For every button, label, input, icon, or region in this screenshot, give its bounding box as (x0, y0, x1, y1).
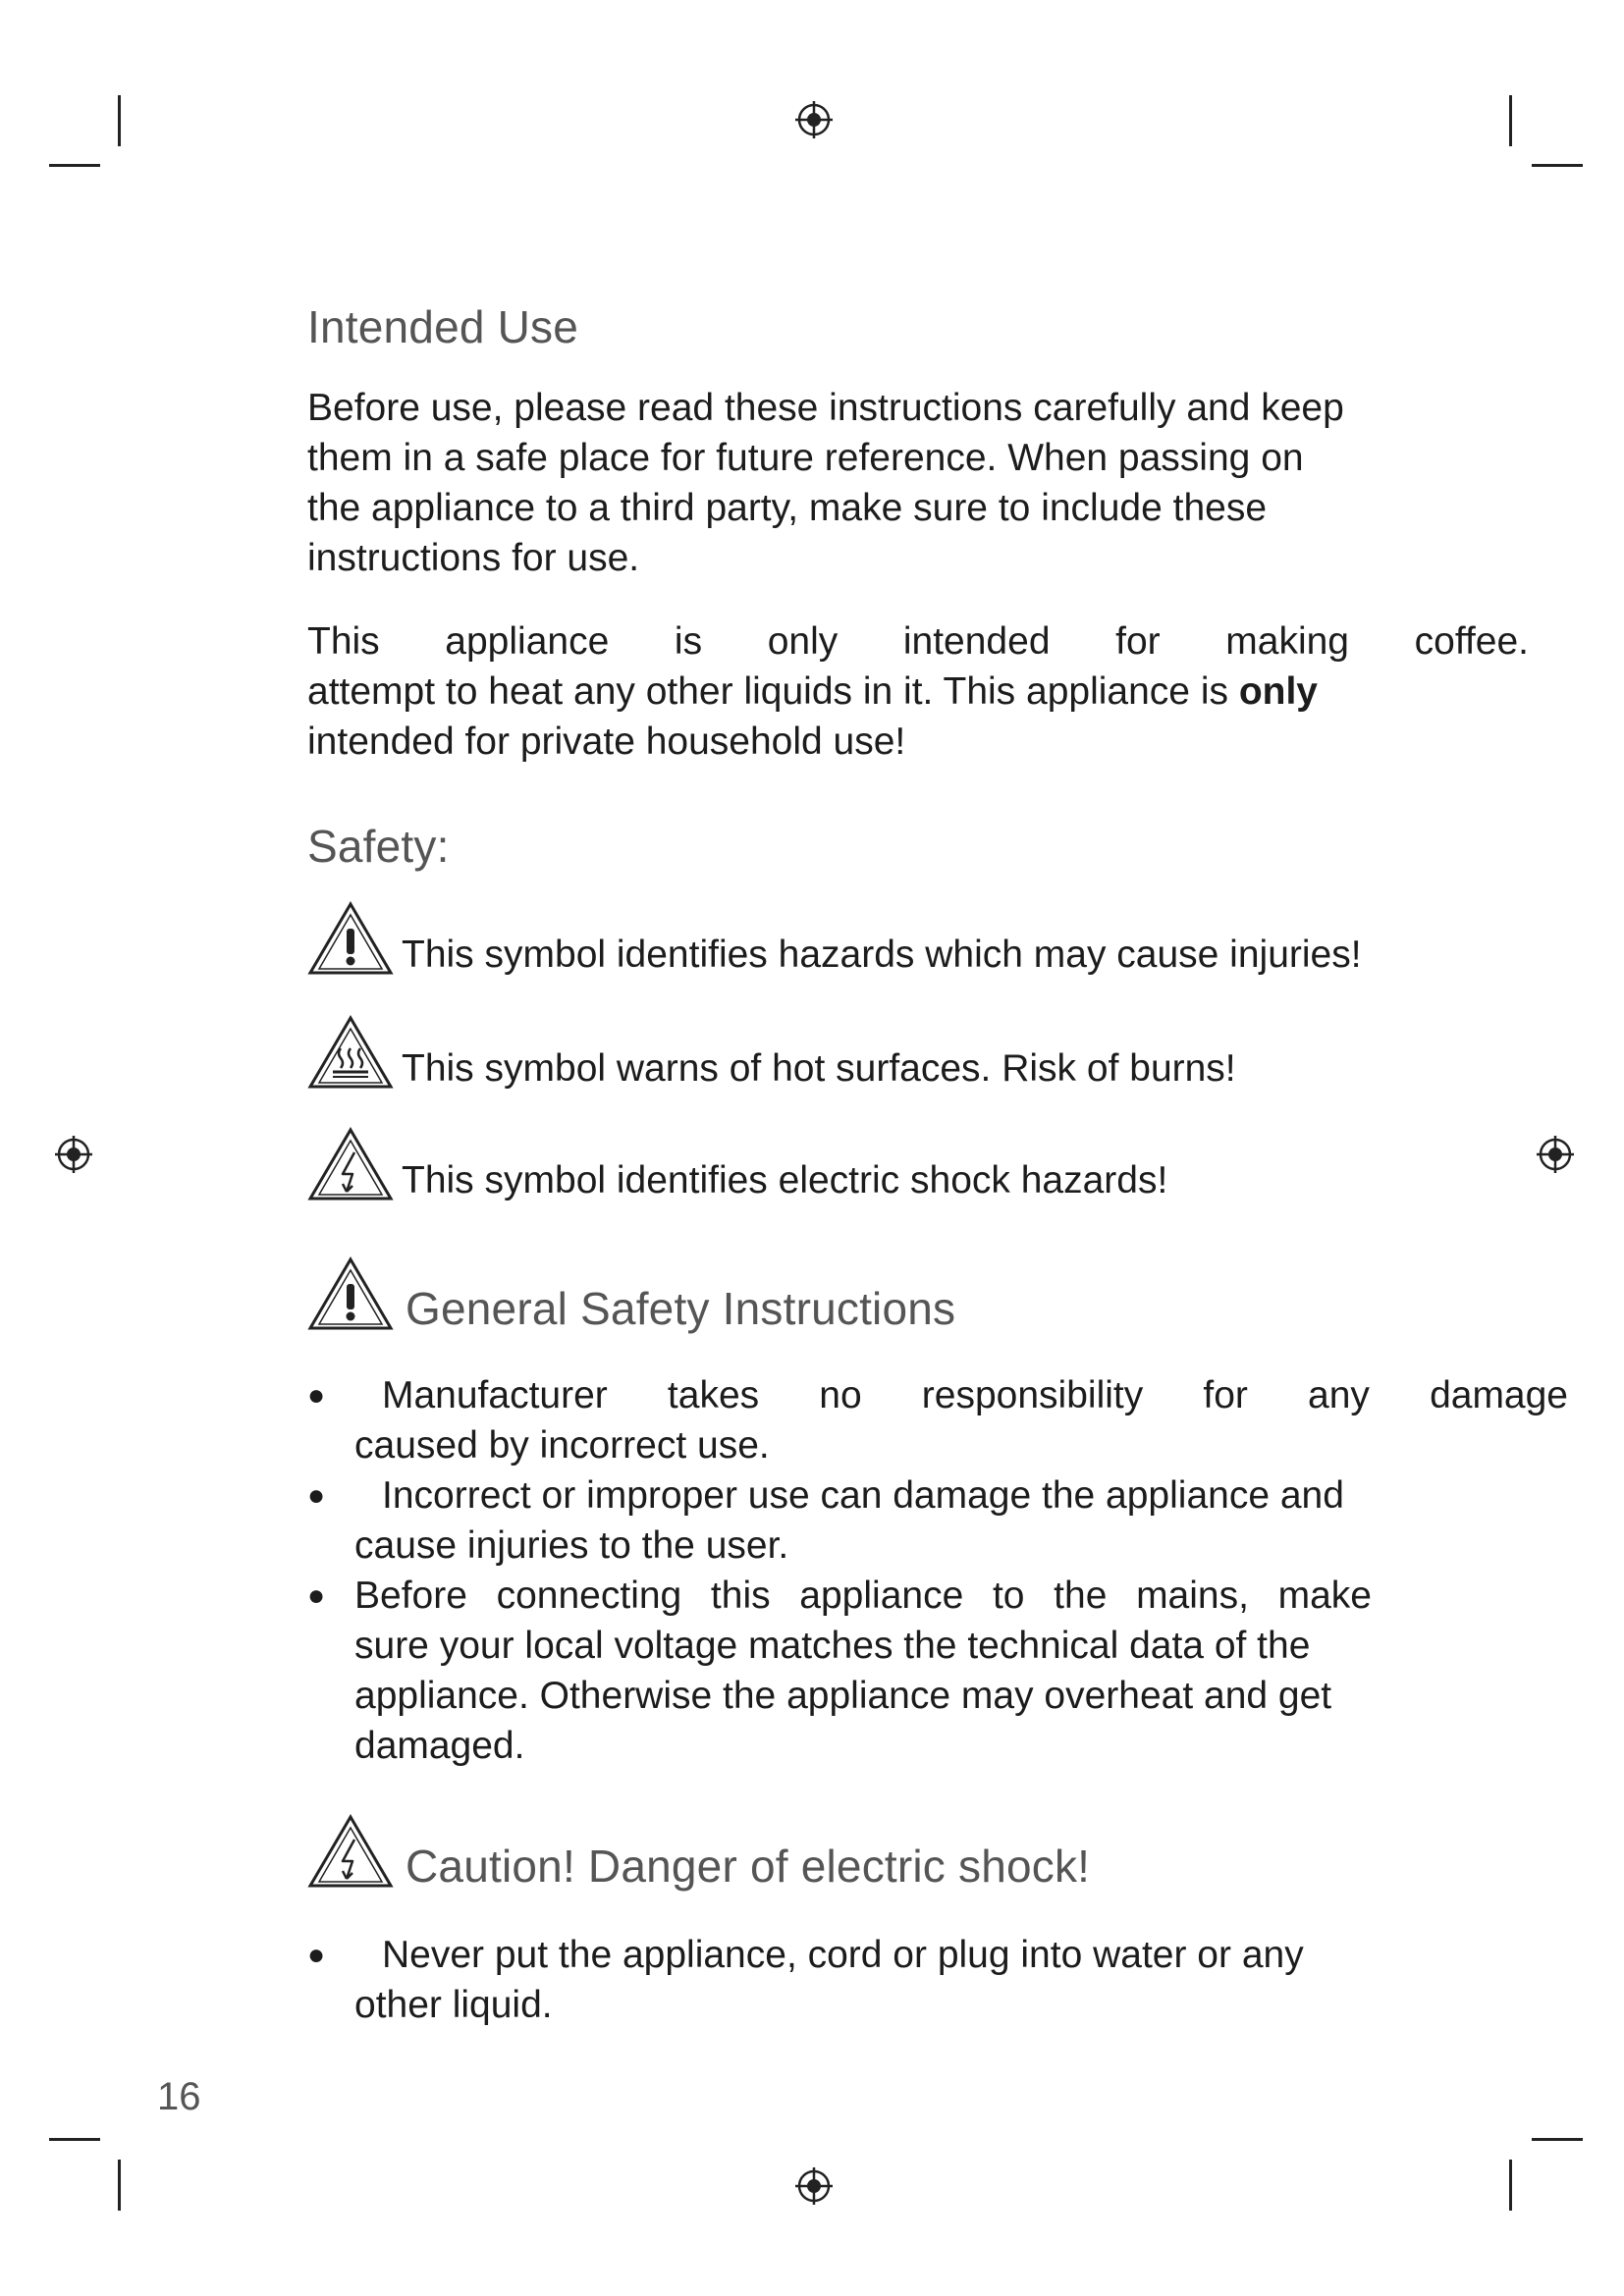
registration-mark-icon (53, 1134, 94, 1175)
safety-heading: Safety: (307, 821, 450, 872)
list-item-line: Never put the appliance, cord or plug into water or any (382, 1934, 1304, 1976)
bullet-icon: ● (307, 1579, 326, 1612)
list-item-line: Manufacturer takes no responsibility for any damage (382, 1374, 1568, 1416)
symbol-row-electric-shock (307, 1127, 1167, 1201)
warning-exclamation-icon (307, 901, 394, 976)
crop-mark (1509, 2160, 1512, 2211)
paragraph-line: them in a safe place for future reference. When passing on (307, 437, 1304, 479)
list-item-line: Incorrect or improper use can damage the appliance and (382, 1474, 1344, 1517)
registration-mark-icon (793, 2165, 835, 2207)
list-item-line: appliance. Otherwise the appliance may overheat and get (354, 1675, 1332, 1717)
crop-mark (49, 164, 100, 167)
list-item-line: damaged. (354, 1725, 525, 1767)
paragraph-line: the appliance to a third party, make sure to include these (307, 487, 1268, 529)
general-safety-list (307, 1370, 1568, 1771)
paragraph-line: Before use, please read these instructions carefully and keep (307, 387, 1344, 429)
list-item-line: Before connecting this appliance to the mains, make (354, 1575, 1372, 1617)
symbol-row-injury (307, 901, 1362, 976)
symbol-description: This symbol warns of hot surfaces. Risk of burns! (402, 1047, 1236, 1090)
intended-use-restriction-paragraph (307, 616, 1529, 767)
list-item-line: caused by incorrect use. (354, 1424, 770, 1467)
list-item-line: other liquid. (354, 1984, 553, 2026)
symbol-description: This symbol identifies hazards which may cause injuries! (402, 934, 1362, 976)
general-safety-header (307, 1256, 956, 1334)
list-item (307, 1470, 1568, 1571)
electric-shock-icon (307, 1127, 394, 1201)
paragraph-text: attempt to heat any other liquids in it. This appliance is (307, 670, 1239, 713)
symbol-row-hot-surface (307, 1015, 1236, 1090)
registration-mark-icon (793, 99, 835, 140)
emphasis-only: only (1238, 670, 1318, 713)
general-safety-heading: General Safety Instructions (406, 1283, 956, 1334)
electric-shock-icon (307, 1814, 394, 1889)
intended-use-heading: Intended Use (307, 301, 579, 352)
warning-exclamation-icon (307, 1256, 394, 1331)
crop-mark (118, 95, 121, 146)
paragraph-line: intended for private household use! (307, 721, 906, 763)
symbol-description: This symbol identifies electric shock hazards! (402, 1159, 1168, 1201)
bullet-icon: ● (307, 1479, 326, 1512)
registration-mark-icon (1535, 1134, 1576, 1175)
page-number: 16 (157, 2075, 201, 2118)
crop-mark (49, 2138, 100, 2141)
bullet-icon: ● (307, 1939, 326, 1971)
hot-surface-icon (307, 1015, 394, 1090)
list-item (307, 1930, 1435, 2030)
paragraph-line: This appliance is only intended for making coffee. (307, 620, 1529, 663)
caution-header (307, 1814, 1091, 1892)
intended-use-paragraph (307, 383, 1397, 583)
list-item-line: sure your local voltage matches the technical data of the (354, 1625, 1311, 1667)
caution-list (307, 1930, 1435, 2030)
crop-mark (118, 2160, 121, 2211)
list-item-line: cause injuries to the user. (354, 1524, 789, 1567)
paragraph-line (307, 667, 1529, 717)
list-item (307, 1370, 1568, 1470)
crop-mark (1532, 164, 1583, 167)
crop-mark (1509, 95, 1512, 146)
crop-mark (1532, 2138, 1583, 2141)
bullet-icon: ● (307, 1379, 326, 1412)
list-item (307, 1571, 1372, 1771)
paragraph-line: instructions for use. (307, 537, 640, 579)
caution-heading: Caution! Danger of electric shock! (406, 1841, 1091, 1892)
